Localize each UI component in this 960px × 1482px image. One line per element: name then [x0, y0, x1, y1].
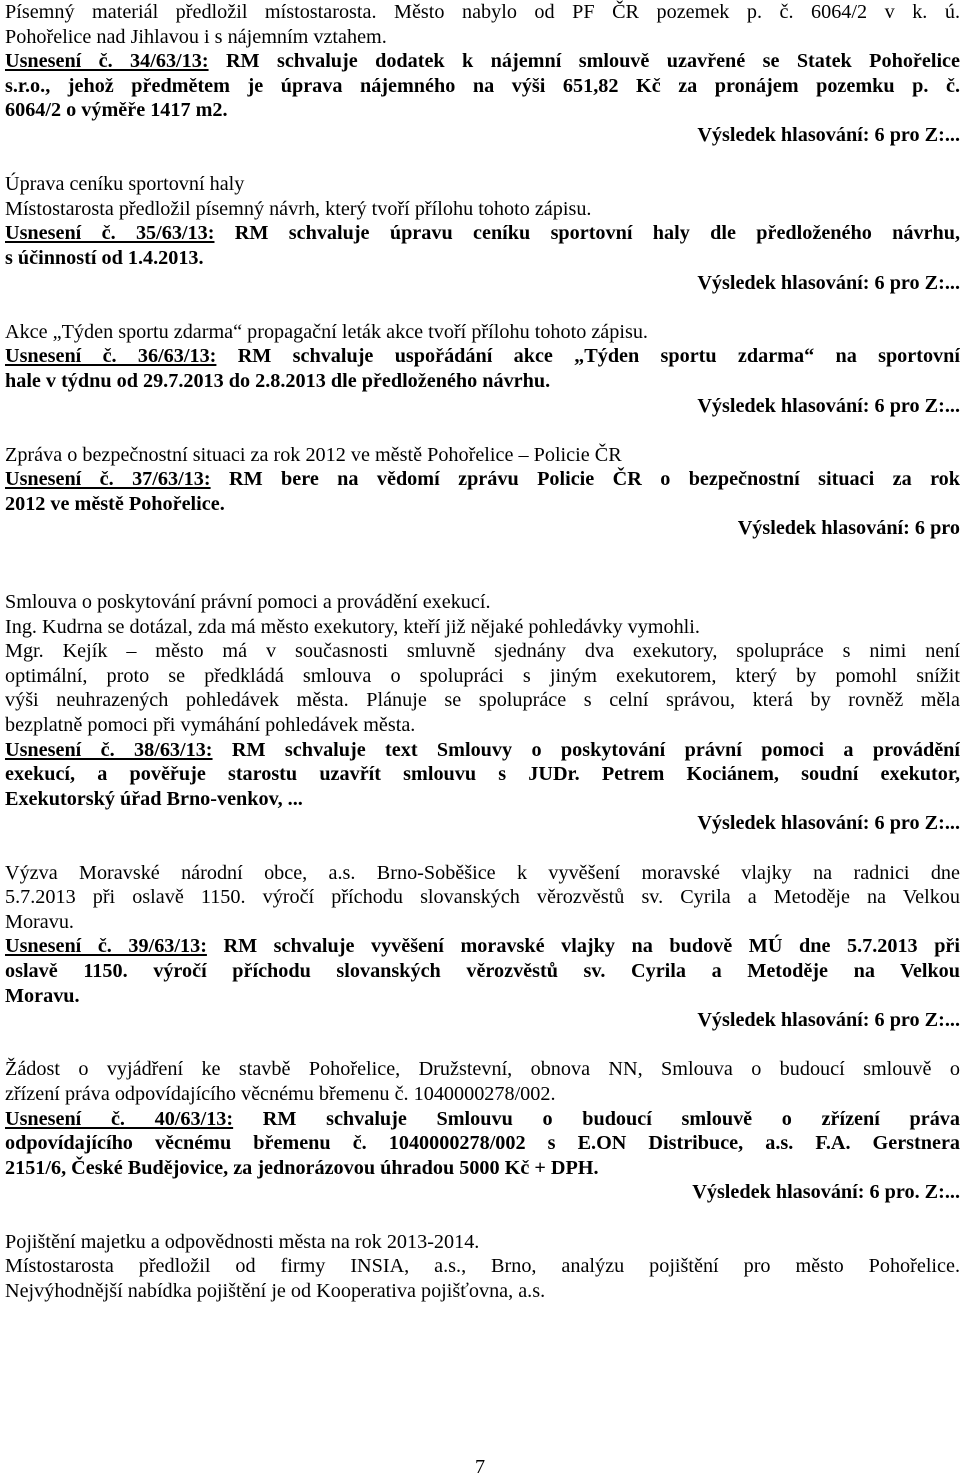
paragraph-text: Výzva Moravské národní obce, a.s. Brno-Soběšice k vyvěšení moravské vlajky na radnici dne — [5, 861, 960, 884]
paragraph-text: optimální, proto se předkládá smlouva o spolupráci s jiným exekutorem, který by pomohl snížit — [5, 664, 960, 687]
resolution-text: 6064/2 o výměře 1417 m2. — [5, 99, 228, 122]
resolution-label: Usnesení č. 35/63/13: — [5, 222, 215, 245]
resolution-text: RM schvaluje vyvěšení moravské vlajky na budově MÚ dne 5.7.2013 při — [206, 935, 960, 958]
section-title: Smlouva o poskytování právní pomoci a provádění exekucí. — [5, 591, 491, 614]
section-title: Pojištění majetku a odpovědnosti města na rok 2013-2014. — [5, 1230, 480, 1253]
resolution — [5, 738, 960, 763]
resolution-label: Usnesení č. 39/63/13: — [5, 935, 207, 958]
paragraph-text: Nejvýhodnější nabídka pojištění je od Kooperativa pojišťovna, a.s. — [5, 1279, 546, 1302]
paragraph-text: 5.7.2013 při oslavě 1150. výročí příchodu slovanských věrozvěstů sv. Cyrila a Metoděje na Velkou — [5, 886, 960, 909]
vote-result: Výsledek hlasování: 6 pro Z:... — [697, 812, 960, 835]
paragraph-text: zřízení práva odpovídajícího věcnému břemenu č. 1040000278/002. — [5, 1082, 556, 1105]
resolution — [5, 344, 960, 369]
paragraph-text: Akce „Týden sportu zdarma“ propagační leták akce tvoří přílohu tohoto zápisu. — [5, 320, 648, 343]
vote-result: Výsledek hlasování: 6 pro Z:... — [697, 394, 960, 417]
resolution-text: RM schvaluje text Smlouvy o poskytování právní pomoci a provádění — [212, 738, 960, 761]
resolution-text: 2151/6, České Budějovice, za jednorázovou úhradou 5000 Kč + DPH. — [5, 1156, 599, 1179]
paragraph-text: Místostarosta předložil od firmy INSIA, a.s., Brno, analýzu pojištění pro město Pohořelice. — [5, 1255, 960, 1278]
section-title: Úprava ceníku sportovní haly — [5, 173, 245, 196]
resolution — [5, 49, 960, 74]
resolution-label: Usnesení č. 34/63/13: — [5, 50, 209, 73]
resolution-text: s účinností od 1.4.2013. — [5, 246, 204, 269]
resolution-text: Moravu. — [5, 984, 80, 1007]
paragraph-text: Ing. Kudrna se dotázal, zda má město exekutory, kteří již nějaké pohledávky vymohli. — [5, 615, 700, 638]
resolution-label: Usnesení č. 37/63/13: — [5, 468, 211, 491]
resolution-text: RM bere na vědomí zprávu Policie ČR o bezpečnostní situaci za rok — [210, 468, 960, 491]
vote-result: Výsledek hlasování: 6 pro Z:... — [697, 271, 960, 294]
resolution-text: RM schvaluje uspořádání akce „Týden sportu zdarma“ na sportovní — [216, 345, 960, 368]
resolution-label: Usnesení č. 36/63/13: — [5, 345, 217, 368]
paragraph-text: Žádost o vyjádření ke stavbě Pohořelice, Družstevní, obnova NN, Smlouva o budoucí smlouvě o — [5, 1058, 960, 1081]
paragraph-text: Pohořelice nad Jihlavou i s nájemním vztahem. — [5, 25, 387, 48]
resolution-text: s.r.o., jehož předmětem je úprava nájemného na výši 651,82 Kč za pronájem pozemku p. č. — [5, 74, 960, 97]
resolution-text: hale v týdnu od 29.7.2013 do 2.8.2013 dle předloženého návrhu. — [5, 369, 551, 392]
resolution-label: Usnesení č. 40/63/13: — [5, 1107, 234, 1130]
paragraph-text: Moravu. — [5, 910, 74, 933]
document-page — [5, 0, 960, 1303]
vote-result: Výsledek hlasování: 6 pro Z:... — [697, 1009, 960, 1032]
resolution-text: RM schvaluje dodatek k nájemní smlouvě uzavřené se Statek Pohořelice — [208, 50, 960, 73]
resolution — [5, 467, 960, 492]
page-number: 7 — [474, 1456, 486, 1478]
resolution-text: Exekutorský úřad Brno-venkov, ... — [5, 787, 303, 810]
paragraph-text: Písemný materiál předložil místostarosta. Město nabylo od PF ČR pozemek p. č. 6064/2 v k. ú. — [5, 1, 960, 23]
section-title: Zpráva o bezpečnostní situaci za rok 2012 ve městě Pohořelice – Policie ČR — [5, 443, 622, 466]
vote-result: Výsledek hlasování: 6 pro. Z:... — [692, 1181, 960, 1204]
resolution-text: RM schvaluje úpravu ceníku sportovní haly dle předloženého návrhu, — [214, 222, 960, 245]
paragraph-text: výši neuhrazených pohledávek města. Plánuje se spolupráce s celní správou, která by rovněž měla — [5, 689, 960, 712]
resolution-text: oslavě 1150. výročí příchodu slovanských věrozvěstů sv. Cyrila a Metoděje na Velkou — [5, 959, 960, 982]
resolution — [5, 934, 960, 959]
paragraph-text: Místostarosta předložil písemný návrh, který tvoří přílohu tohoto zápisu. — [5, 197, 592, 220]
paragraph-text: Mgr. Kejík – město má v současnosti smluvně sjednány dva exekutory, spolupráce s nimi není — [5, 640, 960, 663]
vote-result: Výsledek hlasování: 6 pro Z:... — [697, 123, 960, 146]
resolution-text: odpovídajícího věcnému břemenu č. 1040000278/002 s E.ON Distribuce, a.s. F.A. Gerstnera — [5, 1132, 960, 1155]
paragraph-text: bezplatně pomoci při vymáhání pohledávek města. — [5, 714, 416, 737]
resolution-text: exekucí, a pověřuje starostu uzavřít smlouvu s JUDr. Petrem Kociánem, soudní exekutor, — [5, 763, 960, 786]
resolution-label: Usnesení č. 38/63/13: — [5, 738, 213, 761]
resolution-text: RM schvaluje Smlouvu o budoucí smlouvě o zřízení práva — [233, 1107, 960, 1130]
resolution — [5, 221, 960, 246]
resolution — [5, 1107, 960, 1132]
resolution-text: 2012 ve městě Pohořelice. — [5, 492, 225, 515]
vote-result: Výsledek hlasování: 6 pro — [737, 517, 960, 540]
